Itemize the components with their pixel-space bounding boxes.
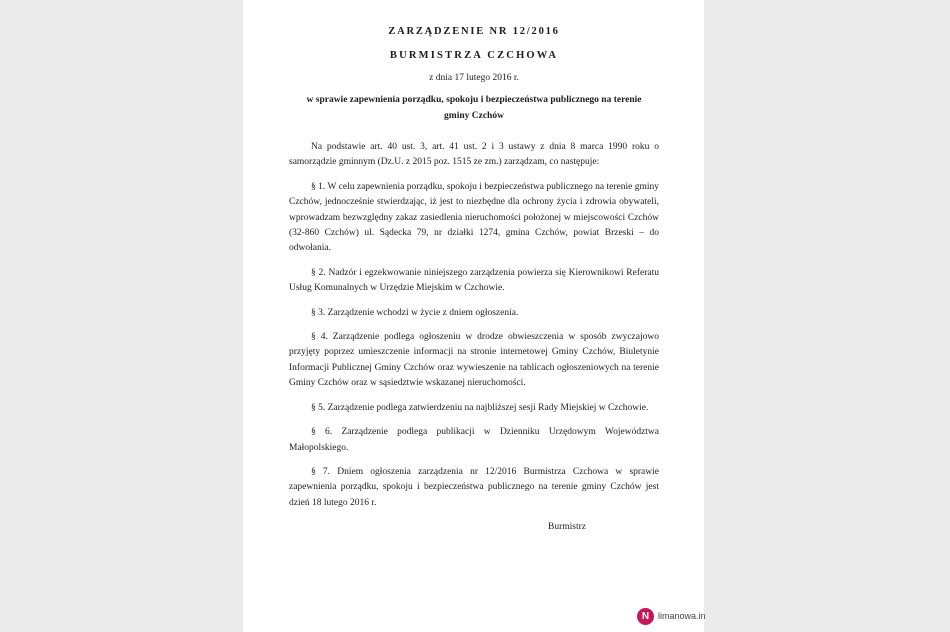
section-1-paragraph: § 1. W celu zapewnienia porządku, spokoju i bezpieczeństwa publicznego na terenie gminy Czchów, jednocześnie stwierdzając, iż jest to niezbędne dla ochrony życia i zdrowia obywateli, wprowadzam bezwzględny zakaz zasiedlenia nieruchomości położonej w miejscowości Czchów (32-860 Czchów) ul. Sądecka 79, nr działki 1274, gmina Czchów, powiat Brzeski – do odwołania. xyxy=(289,181,659,254)
watermark xyxy=(637,607,706,625)
document-title: ZARZĄDZENIE NR 12/2016 xyxy=(388,26,560,37)
legal-basis-paragraph: Na podstawie art. 40 ust. 3, art. 41 ust. 2 i 3 ustawy z dnia 8 marca 1990 roku o samorządzie gminnym (Dz.U. z 2015 poz. 1515 ze zm.) zarządzam, co następuje: xyxy=(289,142,659,168)
watermark-text: limanowa.in xyxy=(658,611,706,621)
limanowa-logo-icon: N xyxy=(637,608,654,625)
section-2-paragraph: § 2. Nadzór i egzekwowanie niniejszego zarządzenia powierza się Kierownikowi Referatu Usług Komunalnych w Urzędzie Miejskim w Czchowie. xyxy=(289,267,659,294)
signature-label: Burmistrz xyxy=(548,522,586,532)
section-3-paragraph: § 3. Zarządzenie wchodzi w życie z dniem ogłoszenia. xyxy=(311,307,519,318)
section-6-paragraph: § 6. Zarządzenie podlega publikacji w Dzienniku Urzędowym Województwa Małopolskiego. xyxy=(289,427,659,453)
document-subject: w sprawie zapewnienia porządku, spokoju i bezpieczeństwa publicznego na terenie gminy Czchów xyxy=(306,95,642,121)
document-date: z dnia 17 lutego 2016 r. xyxy=(429,73,519,83)
section-4-paragraph: § 4. Zarządzenie podlega ogłoszeniu w drodze obwieszczenia w sposób zwyczajowo przyjęty poprzez umieszczenie informacji na stronie internetowej Gminy Czchów, Biuletynie Informacji Publicznej Gminy Czchów oraz wywieszenie na tablicach ogłoszeniowych na terenie Gminy Czchów oraz w sąsiedztwie wskazanej nieruchomości. xyxy=(289,332,659,389)
section-5-paragraph: § 5. Zarządzenie podlega zatwierdzeniu na najbliższej sesji Rady Miejskiej w Czchowie. xyxy=(311,402,649,413)
document-issuer: BURMISTRZA CZCHOWA xyxy=(389,50,559,61)
document-page xyxy=(243,0,704,632)
section-7-paragraph: § 7. Dniem ogłoszenia zarządzenia nr 12/2016 Burmistrza Czchowa w sprawie zapewnienia porządku, spokoju i bezpieczeństwa publicznego na terenie gminy Czchów jest dzień 18 lutego 2016 r. xyxy=(289,466,659,508)
document-body xyxy=(289,24,659,511)
